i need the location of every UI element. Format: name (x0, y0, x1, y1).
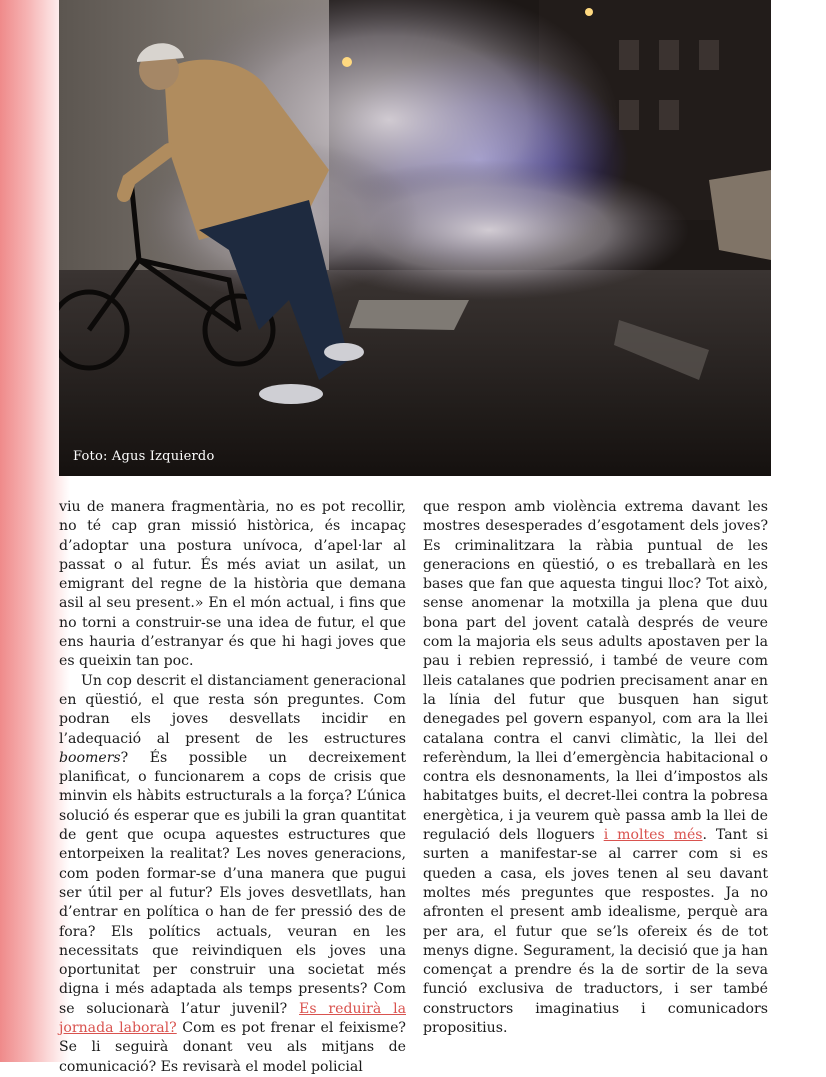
right-paragraph-1-text-a: que respon amb violència extrema davant les mostres desesperades d’esgotament dels joves? Es criminalitzara la ràbia puntual de les generacions en qüestió, o es treballarà en les bases que fan que aquesta tingui lloc? Tot això, sense anomenar la motxilla ja plena que duu bona part del jovent català després de veure com la majoria els seus adults apostaven per la pau i rebien repressió, i també de veure com lleis catalanes que podrien precisament anar en la línia del futur que busquen han sigut denegades pel govern espanyol, com ara la llei catalana contra el canvi climàtic, la llei del referèndum, la llei d’emergència habitacional o contra els desnonaments, la llei d’impostos als habitatges buits, el decret-llei contra la pobresa energètica, i ja veurem què passa amb la llei de regulació dels lloguers (423, 499, 768, 844)
protest-photo (59, 0, 771, 476)
left-paragraph-2 (59, 672, 406, 1077)
right-paragraph-1 (423, 498, 768, 1038)
many-more-link[interactable]: i moltes més (603, 827, 703, 844)
photo-caption: Foto: Agus Izquierdo (73, 449, 215, 464)
left-paragraph-2-text-b: ? És possible un decreixement planificat, o funcionarem a cops de crisis que minvin els hàbits estructurals a la força? L’única solució és esperar que es jubili la gran quantitat de gent que ocupa aquestes estructures que entorpeixen la realitat? Les noves generacions, com poden formar-se d’una manera que pugui ser útil per al futur? Els joves desvetllats, han d’entrar en política o han de fer pressió des de fora? Els polítics actuals, veuran en les necessitats que reivindiquen els joves una oportunitat per construir una societat més digna i més adaptada als temps presents? Com se solucionarà l’atur juvenil? (59, 749, 406, 1017)
working-day-link[interactable]: Es reduirà la jornada laboral? (59, 1000, 406, 1037)
left-column (59, 498, 406, 1077)
left-paragraph-1: viu de manera fragmentària, no es pot recollir, no té cap gran missió històrica, és incapaç d’adoptar una postura unívoca, d’apel·lar al passat o al futur. És més aviat un asilat, un emigrant del regne de la història que demana asil al seu present.» En el món actual, i fins que no torni a construir-se una idea de futur, el que ens hauria d’estranyar és que hi hagi joves que es queixin tan poc. (59, 499, 406, 670)
left-paragraph-2-text-c: Com es pot frenar el feixisme? Se li seguirà donant veu als mitjans de comunicació? Es revisarà el model policial (59, 1020, 406, 1075)
boomers-italic: boomers (59, 749, 121, 766)
left-paragraph-2-text-a: Un cop descrit el distanciament generacional en qüestió, el que resta són preguntes. Com podran els joves desvellats incidir en l’adequació al present de les estructures (59, 672, 406, 747)
right-paragraph-1-text-b: . Tant si surten a manifestar-se al carrer com si es queden a casa, els joves tenen al seu davant moltes més preguntes que respostes. Ja no afronten el present amb idealisme, perquè ara per ara, el futur que se’ls ofereix és de tot menys digne. Segurament, la decisió que ja han començat a prendre és la de sortir de la seva funció exclusiva de traductors, i ser també constructors imaginatius i comunicadors propositius. (423, 827, 768, 1037)
protest-photo-illustration (59, 0, 771, 476)
right-column (423, 498, 768, 1038)
